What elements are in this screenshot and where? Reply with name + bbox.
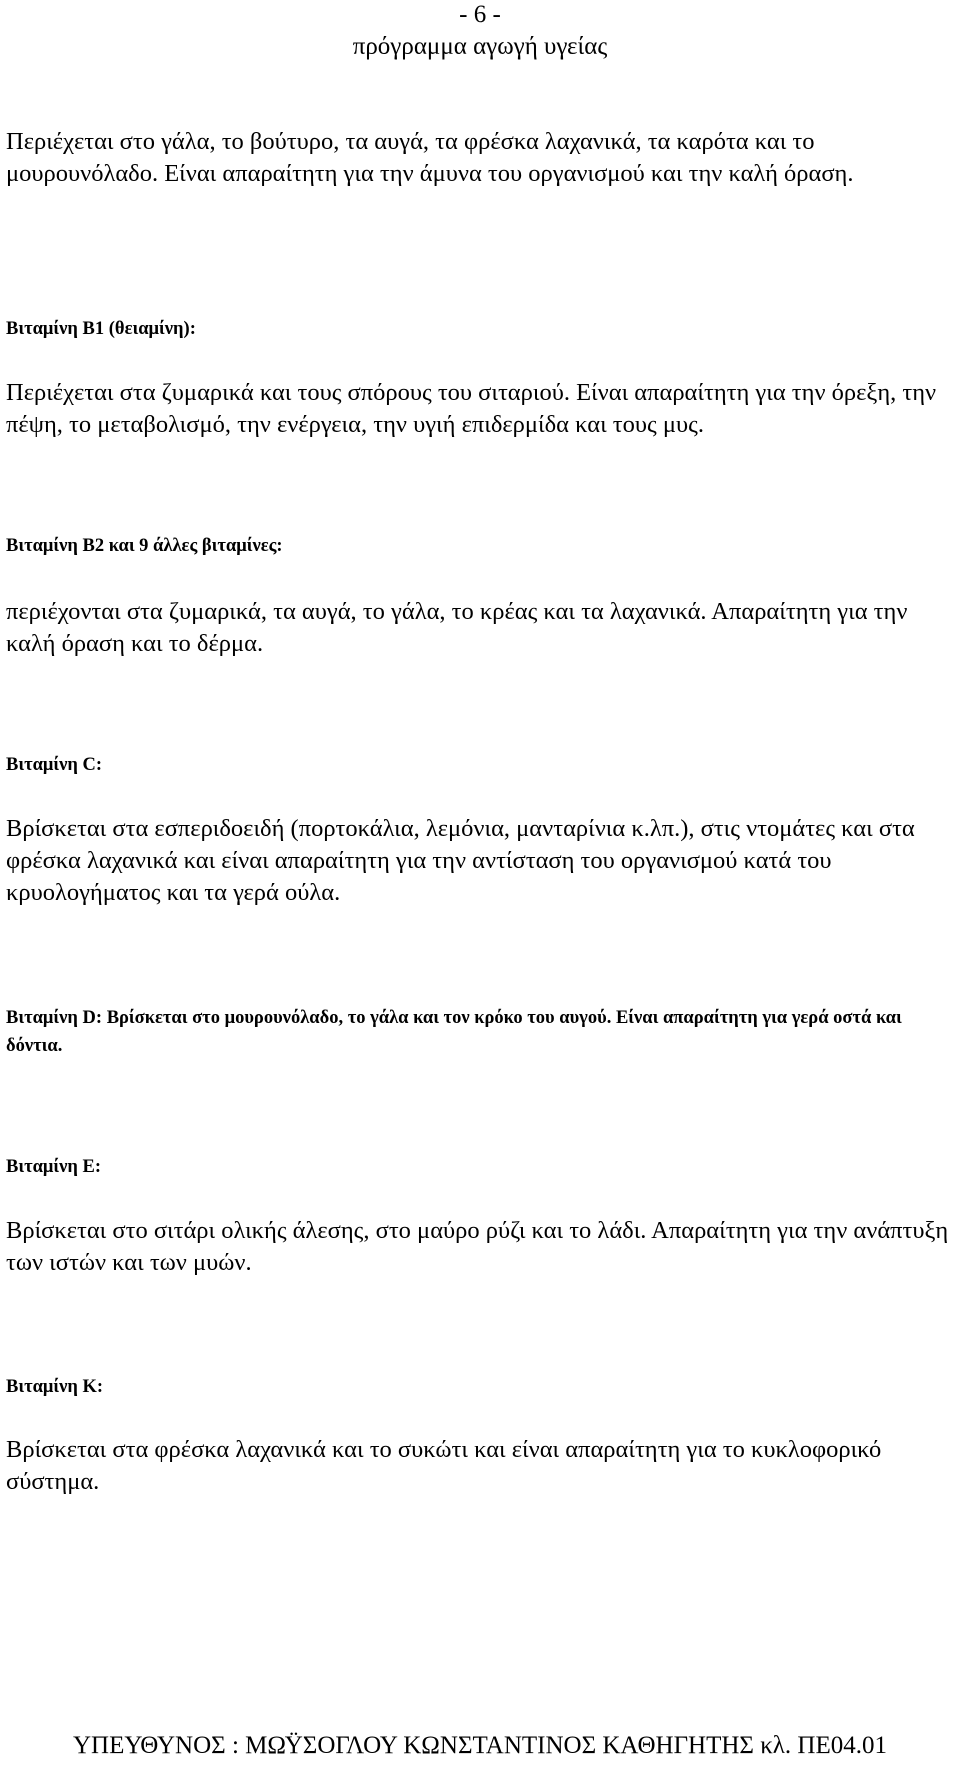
vitamin-b2-text: περιέχονται στα ζυμαρικά, τα αυγά, το γάλα, το κρέας και τα λαχανικά. Απαραίτητη για την καλή όραση και το δέρμα. (6, 598, 908, 657)
vitamin-d-heading: Βιταμίνη D: Βρίσκεται στο μουρουνόλαδο, το γάλα και τον κρόκο του αυγού. Είναι απαραίτητη για γερά οστά και δόντια. (6, 1008, 902, 1056)
vitamin-d-section (6, 1004, 951, 1060)
page-header-title: πρόγραμμα αγωγή υγείας (352, 33, 608, 60)
vitamin-c-section (6, 751, 951, 779)
vitamin-e-heading: Βιταμίνη Ε: (6, 1157, 102, 1177)
vitamin-b1-text: Περιέχεται στα ζυμαρικά και τους σπόρους του σιταριού. Είναι απαραίτητη για την όρεξη, την πέψη, το μεταβολισμό, την ενέργεια, την υγιή επιδερμίδα και τους μυς. (6, 379, 937, 438)
vitamin-c-body (6, 813, 951, 909)
vitamin-b1-body (6, 377, 951, 441)
vitamin-k-section (6, 1373, 951, 1401)
vitamin-b2-section (6, 532, 951, 560)
vitamin-b1-heading: Βιταμίνη Β1 (θειαμίνη): (6, 319, 196, 339)
vitamin-b1-section (6, 315, 951, 343)
page-footer: ΥΠΕΥΘΥΝΟΣ : ΜΩΫΣΟΓΛΟΥ ΚΩΝΣΤΑΝΤΙΝΟΣ ΚΑΘΗΓΗΤΗΣ κλ. ΠΕ04.01 (72, 1732, 887, 1759)
page-number: - 6 - (459, 1, 501, 28)
vitamin-b2-heading: Βιταμίνη Β2 και 9 άλλες βιταμίνες: (6, 536, 283, 556)
vitamin-c-heading: Βιταμίνη C: (6, 755, 103, 775)
vitamin-e-body (6, 1215, 951, 1279)
vitamin-e-text: Βρίσκεται στο σιτάρι ολικής άλεσης, στο μαύρο ρύζι και το λάδι. Απαραίτητη για την ανάπτυξη των ιστών και των μυών. (6, 1217, 949, 1276)
vitamin-a-text: Περιέχεται στο γάλα, το βούτυρο, τα αυγά, τα φρέσκα λαχανικά, τα καρότα και το μουρουνόλαδο. Είναι απαραίτητη για την άμυνα του οργανισμού και την καλή όραση. (6, 128, 854, 187)
vitamin-k-text: Βρίσκεται στα φρέσκα λαχανικά και το συκώτι και είναι απαραίτητη για το κυκλοφορικό σύστημα. (6, 1436, 882, 1495)
vitamin-b2-body (6, 596, 951, 660)
vitamin-k-heading: Βιταμίνη Κ: (6, 1377, 104, 1397)
vitamin-e-section (6, 1153, 951, 1181)
vitamin-a-section (6, 126, 951, 190)
vitamin-c-text: Βρίσκεται στα εσπεριδοειδή (πορτοκάλια, λεμόνια, μανταρίνια κ.λπ.), στις ντομάτες και στα φρέσκα λαχανικά και είναι απαραίτητη για την αντίσταση του οργανισμού κατά του κρυολογήματος και τα γερά ούλα. (6, 815, 915, 906)
vitamin-k-body (6, 1434, 951, 1498)
